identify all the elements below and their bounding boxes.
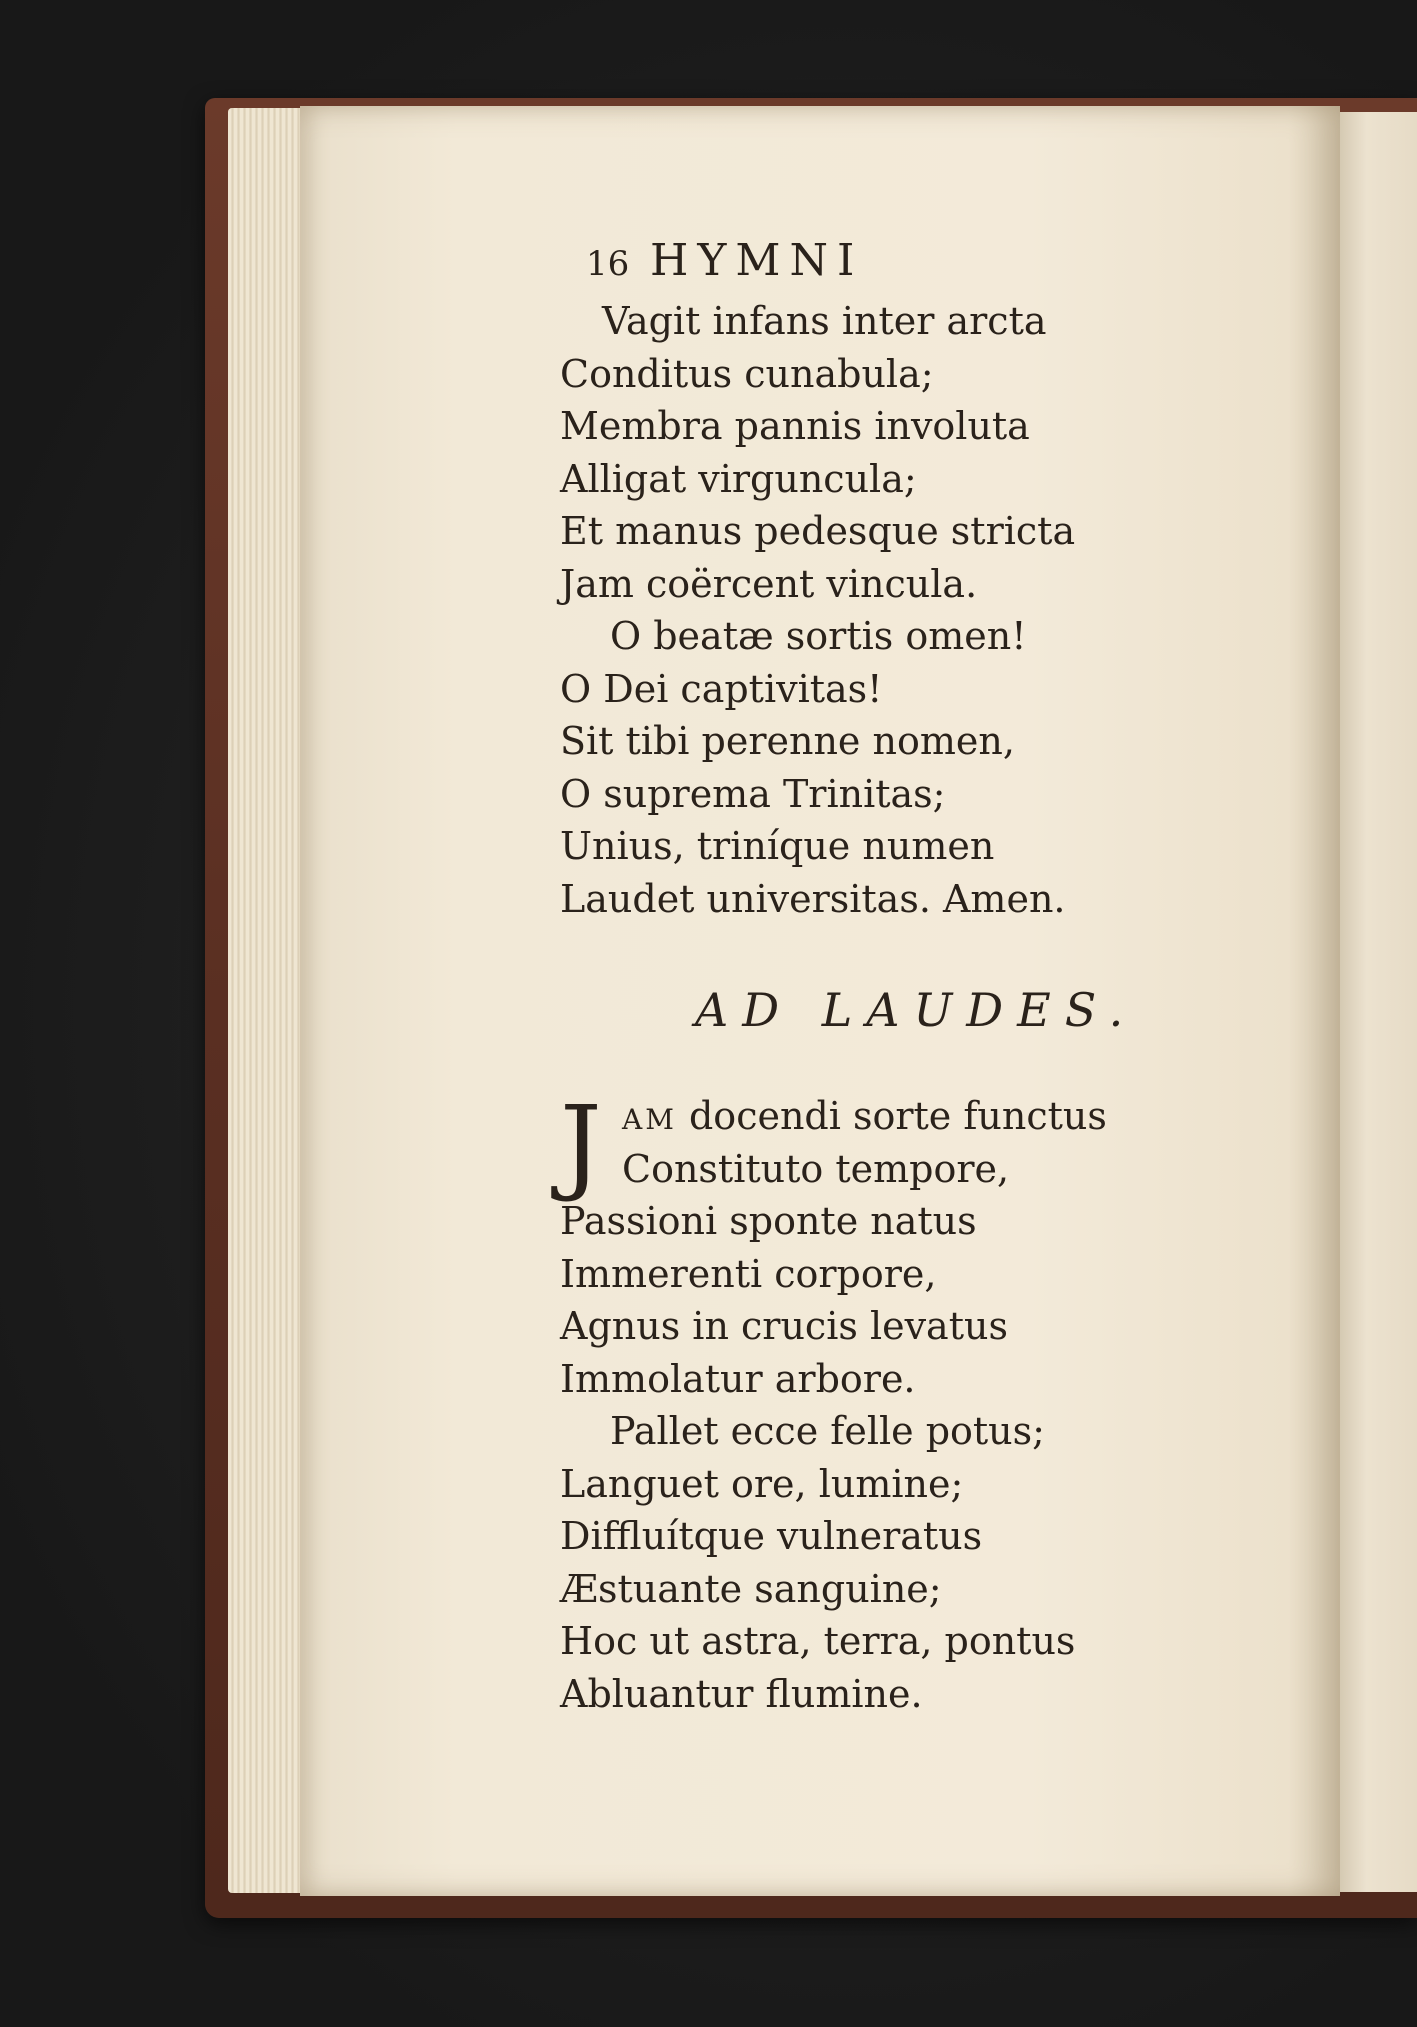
page-number: 16 xyxy=(586,244,630,284)
verse-line: Et manus pedesque stricta xyxy=(560,509,1076,553)
verse-line: Languet ore, lumine; xyxy=(560,1461,964,1506)
verse-line: Membra pannis involuta xyxy=(560,404,1030,448)
section-heading: AD LAUDES. xyxy=(695,983,1138,1037)
drop-cap: J xyxy=(560,1083,602,1205)
hymn1-stanza1 xyxy=(560,295,1120,610)
hymn2-stanza2 xyxy=(560,1405,1120,1720)
first-word-smallcaps: AM xyxy=(622,1103,677,1136)
verse-line: Sit tibi perenne nomen, xyxy=(560,719,1015,763)
running-title: HYMNI xyxy=(650,235,864,286)
page-text xyxy=(560,235,1138,1720)
verse-line: Unius, triníque numen xyxy=(560,824,995,868)
verse-line: Hoc ut astra, terra, pontus xyxy=(560,1619,1076,1663)
facing-page-edge xyxy=(1333,112,1417,1892)
verse-line: Constituto tempore, xyxy=(622,1146,1010,1191)
verse-line: Agnus in crucis levatus xyxy=(560,1304,1008,1348)
verse-line: Passioni sponte natus xyxy=(560,1199,977,1243)
verse-line: Conditus cunabula; xyxy=(560,351,934,396)
verse-line: Æstuante sanguine; xyxy=(560,1566,942,1611)
verse-line: Vagit infans inter arcta xyxy=(602,299,1047,343)
verse-line: O Dei captivitas! xyxy=(560,666,883,711)
verse-line: Diffluítque vulneratus xyxy=(560,1514,983,1558)
verse-line: Alligat virguncula; xyxy=(560,456,917,501)
running-head xyxy=(560,235,1120,295)
verse-line: Immerenti corpore, xyxy=(560,1251,937,1296)
verse-line xyxy=(560,1090,1120,1143)
verse-line: O suprema Trinitas; xyxy=(560,771,946,816)
hymn2-stanza1 xyxy=(560,1083,1120,1405)
verse-line: Jam coërcent vincula. xyxy=(560,561,978,606)
verse-line: Abluantur flumine. xyxy=(560,1671,923,1716)
verse-line: O beatæ sortis omen! xyxy=(610,614,1027,658)
hymn1-stanza2 xyxy=(560,610,1120,925)
verse-line: Laudet universitas. Amen. xyxy=(560,876,1066,921)
verse-line: Immolatur arbore. xyxy=(560,1356,916,1401)
verse-line: Pallet ecce felle potus; xyxy=(610,1409,1045,1453)
first-line-rest: docendi sorte functus xyxy=(688,1094,1107,1138)
